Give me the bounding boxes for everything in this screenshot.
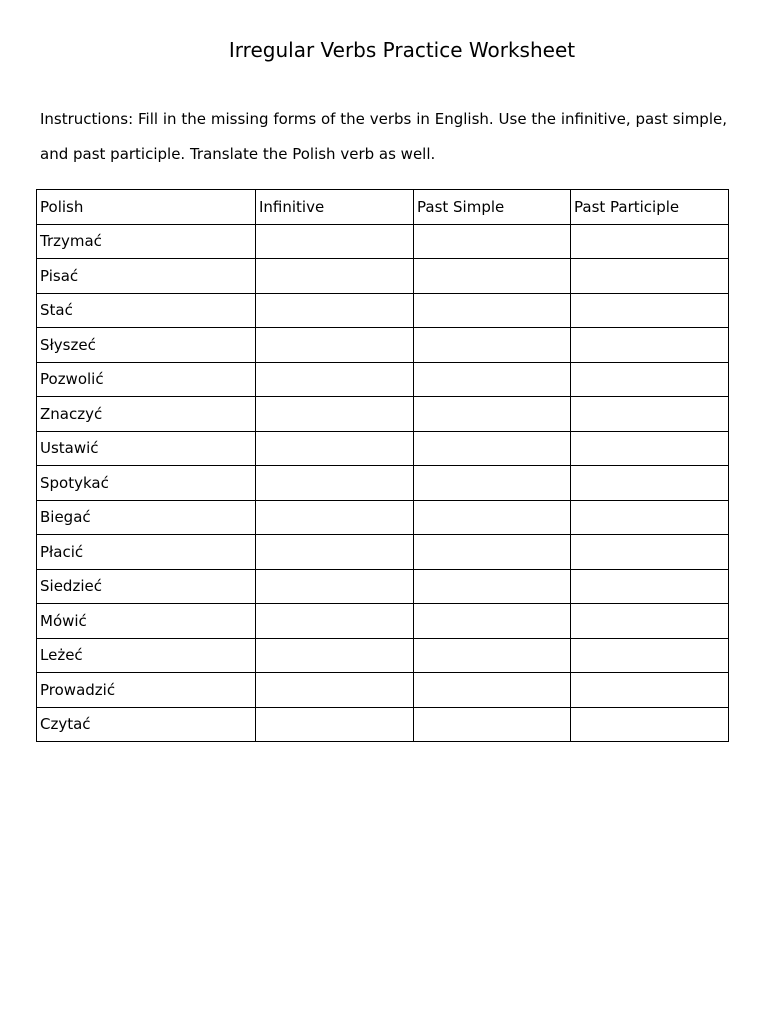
past-simple-answer-cell[interactable]: [414, 569, 571, 604]
header-polish: Polish: [37, 190, 256, 225]
polish-verb-cell: Trzymać: [37, 224, 256, 259]
polish-verb-cell: Stać: [37, 293, 256, 328]
polish-verb-cell: Biegać: [37, 500, 256, 535]
past-simple-answer-cell[interactable]: [414, 604, 571, 639]
verbs-table: [36, 189, 729, 742]
past-participle-answer-cell[interactable]: [571, 397, 729, 432]
past-simple-answer-cell[interactable]: [414, 500, 571, 535]
polish-verb-cell: Płacić: [37, 535, 256, 570]
past-participle-answer-cell[interactable]: [571, 707, 729, 742]
past-simple-answer-cell[interactable]: [414, 707, 571, 742]
polish-verb-cell: Mówić: [37, 604, 256, 639]
infinitive-answer-cell[interactable]: [256, 466, 414, 501]
table-row: [37, 707, 729, 742]
past-simple-answer-cell[interactable]: [414, 397, 571, 432]
table-row: [37, 569, 729, 604]
past-participle-answer-cell[interactable]: [571, 569, 729, 604]
infinitive-answer-cell[interactable]: [256, 431, 414, 466]
polish-verb-cell: Znaczyć: [37, 397, 256, 432]
polish-verb-cell: Prowadzić: [37, 673, 256, 708]
instructions-text: Instructions: Fill in the missing forms of the verbs in English. Use the infinitive, past simple, and past participle. Translate the Polish verb as well.: [40, 110, 727, 163]
table-row: [37, 397, 729, 432]
infinitive-answer-cell[interactable]: [256, 707, 414, 742]
table-row: [37, 259, 729, 294]
table-row: [37, 431, 729, 466]
past-participle-answer-cell[interactable]: [571, 293, 729, 328]
polish-verb-cell: Pozwolić: [37, 362, 256, 397]
infinitive-answer-cell[interactable]: [256, 535, 414, 570]
infinitive-answer-cell[interactable]: [256, 397, 414, 432]
past-participle-answer-cell[interactable]: [571, 604, 729, 639]
polish-verb-cell: Pisać: [37, 259, 256, 294]
past-simple-answer-cell[interactable]: [414, 535, 571, 570]
polish-verb-cell: Siedzieć: [37, 569, 256, 604]
infinitive-answer-cell[interactable]: [256, 328, 414, 363]
past-participle-answer-cell[interactable]: [571, 431, 729, 466]
polish-verb-cell: Leżeć: [37, 638, 256, 673]
infinitive-answer-cell[interactable]: [256, 362, 414, 397]
table-row: [37, 293, 729, 328]
polish-verb-cell: Ustawić: [37, 431, 256, 466]
infinitive-answer-cell[interactable]: [256, 569, 414, 604]
table-row: [37, 328, 729, 363]
past-simple-answer-cell[interactable]: [414, 466, 571, 501]
past-participle-answer-cell[interactable]: [571, 673, 729, 708]
infinitive-answer-cell[interactable]: [256, 259, 414, 294]
infinitive-answer-cell[interactable]: [256, 500, 414, 535]
table-row: [37, 500, 729, 535]
polish-verb-cell: Czytać: [37, 707, 256, 742]
infinitive-answer-cell[interactable]: [256, 293, 414, 328]
infinitive-answer-cell[interactable]: [256, 224, 414, 259]
header-infinitive: Infinitive: [256, 190, 414, 225]
worksheet-title: Irregular Verbs Practice Worksheet: [228, 38, 576, 62]
table-body: [37, 224, 729, 742]
past-simple-answer-cell[interactable]: [414, 638, 571, 673]
infinitive-answer-cell[interactable]: [256, 604, 414, 639]
past-simple-answer-cell[interactable]: [414, 362, 571, 397]
table-row: [37, 224, 729, 259]
table-row: [37, 673, 729, 708]
table-row: [37, 535, 729, 570]
past-participle-answer-cell[interactable]: [571, 466, 729, 501]
past-simple-answer-cell[interactable]: [414, 673, 571, 708]
header-past-simple: Past Simple: [414, 190, 571, 225]
table-row: [37, 638, 729, 673]
past-participle-answer-cell[interactable]: [571, 328, 729, 363]
past-simple-answer-cell[interactable]: [414, 224, 571, 259]
past-participle-answer-cell[interactable]: [571, 224, 729, 259]
infinitive-answer-cell[interactable]: [256, 673, 414, 708]
past-participle-answer-cell[interactable]: [571, 500, 729, 535]
header-past-participle: Past Participle: [571, 190, 729, 225]
past-simple-answer-cell[interactable]: [414, 328, 571, 363]
polish-verb-cell: Spotykać: [37, 466, 256, 501]
past-simple-answer-cell[interactable]: [414, 431, 571, 466]
polish-verb-cell: Słyszeć: [37, 328, 256, 363]
past-participle-answer-cell[interactable]: [571, 259, 729, 294]
table-row: [37, 604, 729, 639]
table-header-row: [37, 190, 729, 225]
past-participle-answer-cell[interactable]: [571, 535, 729, 570]
past-simple-answer-cell[interactable]: [414, 259, 571, 294]
past-simple-answer-cell[interactable]: [414, 293, 571, 328]
infinitive-answer-cell[interactable]: [256, 638, 414, 673]
table-row: [37, 362, 729, 397]
past-participle-answer-cell[interactable]: [571, 362, 729, 397]
past-participle-answer-cell[interactable]: [571, 638, 729, 673]
table-row: [37, 466, 729, 501]
